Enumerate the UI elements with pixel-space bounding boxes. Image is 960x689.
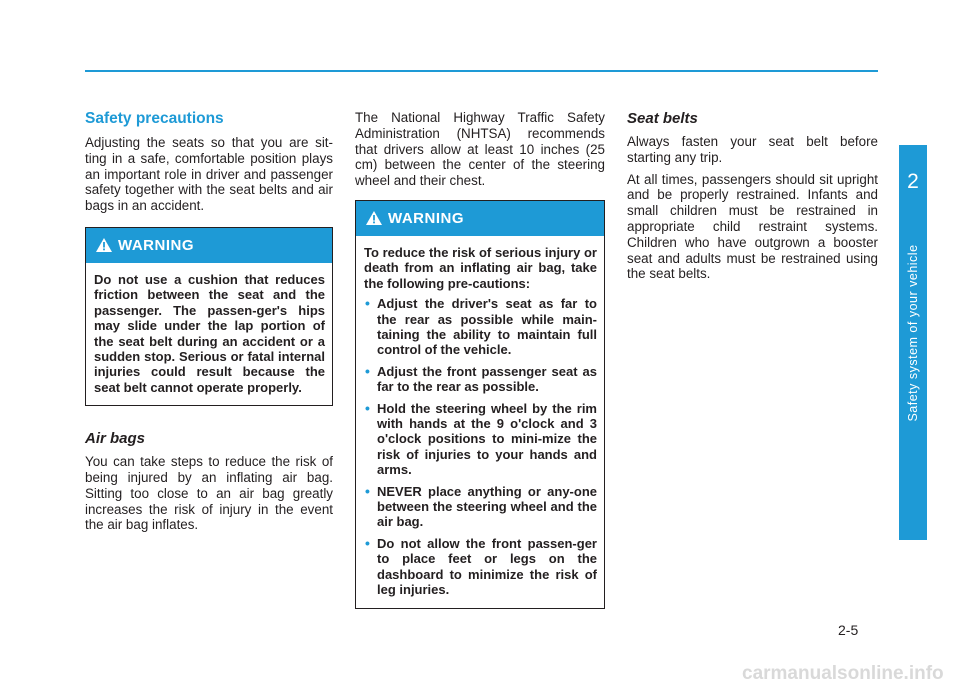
list-item: • Hold the steering wheel by the rim with hands at the 9 o'clock and 3 o'clock positions to mini-mize the risk of injuries to your hands and arms. — [365, 399, 597, 478]
warning-box-cushion — [85, 227, 333, 406]
airbags-paragraph: You can take steps to reduce the risk of being injured by an inflating air bag. Sitting too close to an air bag greatly increases the risk of injury in the event the air bag inflates. — [85, 454, 333, 533]
bullet-icon: • — [365, 362, 370, 379]
warning-triangle-icon — [96, 238, 112, 252]
precaution-list — [364, 296, 597, 597]
chapter-title: Safety system of your vehicle — [906, 244, 920, 422]
seatbelt-paragraph-2: At all times, passengers should sit upright and be properly restrained. Infants and small children must be restrained in appropriate child restraint systems. Children who have outgrown a booster seat and adults must be restrained using the seat belts. — [627, 171, 878, 282]
seatbelt-paragraph-1: Always fasten your seat belt before starting any trip. — [627, 134, 878, 165]
watermark: carmanualsonline.info — [742, 663, 944, 684]
list-item: • Adjust the front passenger seat as far to the rear as possible. — [365, 362, 597, 395]
chapter-number: 2 — [907, 170, 919, 193]
warning-header — [356, 201, 604, 236]
list-item: • Adjust the driver's seat as far to the rear as possible while main-taining the ability to maintain full control of the vehicle. — [365, 295, 597, 358]
warning-title: WARNING — [388, 209, 464, 227]
warning-text: Do not use a cushion that reduces friction between the seat and the passenger. The passen-ger's hips may slide under the lap portion of the seat belt during an accident or a sudden stop. Serious or fatal internal injuries could result because the seat belt cannot operate properly. — [94, 271, 325, 395]
column-right — [627, 110, 878, 288]
header-rule — [85, 70, 878, 72]
safety-intro-paragraph: Adjusting the seats so that you are sit-ting in a safe, comfortable position plays an important role in driver and passenger safety together with the seat belts and air bags in an accident. — [85, 135, 333, 214]
nhtsa-paragraph: The National Highway Traffic Safety Administration (NHTSA) recommends that drivers allow at least 10 inches (25 cm) between the center of the steering wheel and their chest. — [355, 110, 605, 189]
warning-title: WARNING — [118, 236, 194, 254]
warning-header — [86, 228, 332, 263]
warning-box-airbag — [355, 200, 605, 609]
page-number: 2-5 — [838, 622, 859, 638]
column-left — [85, 110, 333, 539]
bullet-icon: • — [365, 295, 370, 312]
subheading-air-bags: Air bags — [85, 430, 146, 448]
warning-lead: To reduce the risk of serious injury or death from an inflating air bag, take the following pre-cautions: — [364, 244, 597, 291]
section-heading-safety-precautions: Safety precautions — [85, 110, 224, 127]
bullet-icon: • — [365, 399, 370, 416]
list-item: • NEVER place anything or any-one between the steering wheel and the air bag. — [365, 482, 597, 530]
warning-triangle-icon — [366, 211, 382, 225]
subheading-seat-belts: Seat belts — [627, 110, 698, 127]
column-middle — [355, 110, 605, 609]
bullet-icon: • — [365, 534, 370, 551]
bullet-icon: • — [365, 482, 370, 499]
warning-body — [86, 263, 332, 405]
list-item: • Do not allow the front passen-ger to place feet or legs on the dashboard to minimize the risk of leg injuries. — [365, 534, 597, 598]
warning-body — [356, 236, 604, 608]
